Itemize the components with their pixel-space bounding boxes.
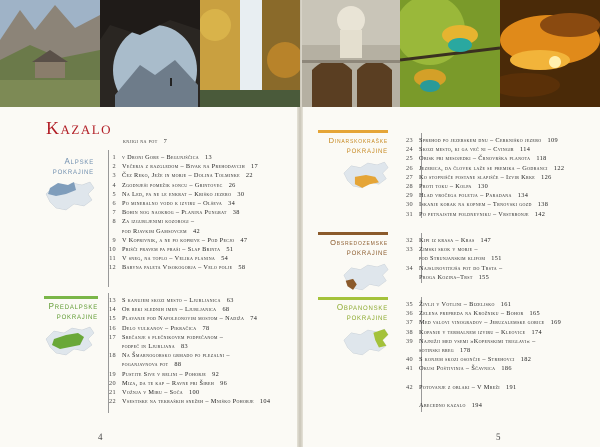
photo-strip [0,0,600,107]
entry-page: 68 [222,306,230,314]
entry-text: v Droni Gore – Begunjščica [122,154,199,161]
entry-page: 22 [245,172,253,180]
entry-text: V sneg, na toplo – Velika planina [122,255,216,263]
page-number-left: 4 [98,432,103,442]
entry-page: 118 [536,155,547,163]
entry-text: Na Led, pa ne le enkrat – Kriško jezero [122,190,232,198]
entry-text: Skozi mesto, ki ga več ni – Cvingir [419,146,514,154]
region-label-prealpine [44,302,98,322]
entry-text: sotinski breg [419,346,455,354]
entry-number: 23 [406,137,413,144]
entry-text: Srečanje s plečnikovem podpečanom – [122,333,224,341]
entry-text: Zgodnješi pomežik soncu – Grintovec [122,181,223,189]
entry-text-line [122,305,229,314]
entry-text: Po petnajstem poldnevniku – Vrstrbonje [419,210,529,218]
entry-number: 18 [109,352,116,360]
entry-text: Kopanje v termalnem izviru – Kleovice [419,328,526,336]
region-name: Alpske [64,157,94,166]
entry-page: 147 [480,237,492,244]
entry-number: 28 [406,182,413,190]
entry-page: 47 [240,236,248,244]
entry-page: 54 [221,255,229,263]
entry-text: pod Rjavkim Gamsovcem [122,227,187,235]
entry-text: Hlad vročega poletja – Paradana [419,192,512,200]
page-number-right: 5 [496,432,501,442]
entry-number: 29 [406,192,413,200]
entry-page: 155 [478,273,490,281]
entry-text-line [419,273,489,282]
entry-text-line [419,401,482,410]
entry-text: pod Strunjanskim klifom [419,255,486,263]
photo-waterfall [200,0,300,107]
region-name: Obpanonske [336,303,388,312]
entry-number: 37 [406,319,413,327]
slovenia-map-dinaric-icon [342,160,390,195]
entry-number: 32 [406,237,413,244]
entry-number: 24 [406,146,413,154]
entry-page: 58 [238,264,246,272]
entry-text: knjigi na pot [123,138,158,145]
entry-text: Obisk pri mesojedki – Črnovrška planota [419,155,531,163]
entry-text-line [419,254,502,263]
entry-text-line [419,364,512,373]
entry-text: Abecedno kazalo [419,402,466,410]
entry-page: 134 [517,192,529,200]
entry-text: Na Šmarnogorsko grmado po plezalni – [122,352,230,360]
entry-number: 36 [406,310,413,318]
entry-number: 22 [109,398,116,406]
entry-text-line [419,328,542,337]
entry-text: Najnižji med vsemi »Kopenskimi triglavi« – [419,337,536,345]
entry-text-line [122,370,219,379]
entry-page: 109 [547,137,558,144]
region-name: Obsredozemske [330,238,388,247]
entry-number: 5 [112,190,116,198]
entry-text-line [419,264,508,273]
entry-text-line [419,346,471,355]
entry-text: Med valovi vinogradov – Jeruzalemske gorice [419,319,545,327]
entry-number: 15 [109,315,116,323]
entry-text-line [419,210,545,219]
entry-number: 13 [109,297,116,304]
entry-page: 165 [529,310,541,318]
region-rule-prealpine [44,296,98,299]
entry-number: 34 [406,264,413,272]
entry-number: 41 [406,365,413,373]
entry-number: 8 [112,218,116,226]
photo-sunset-clouds [500,0,600,107]
entry-text: V Koprivnik, a ne po koprive – Pod Pecjo [122,236,235,244]
entry-number: 38 [406,328,413,336]
entry-text: Zelena prepreda na Krožniku – Bohor [419,310,524,318]
entry-page: 114 [519,146,531,154]
region-name: Predalpske [48,302,98,311]
entry-page: 13 [204,154,212,161]
region-subtitle: pokrajine [346,248,388,257]
entry-text-line [122,379,227,388]
entry-text-line [122,236,247,245]
entry-text: Sprehod po jezerskem dnu – Cerkniško jezero [419,137,542,144]
entry-number: 30 [406,201,413,209]
entry-number: 12 [109,264,116,272]
entry-number: 26 [406,164,413,172]
entry-text-line [122,181,236,190]
entry-text-line [122,296,234,305]
entry-text: Iskanje korak na kopnem – Trnovski gozd [419,201,532,209]
entry-number: 9 [112,236,116,244]
entry-text-line [122,153,212,162]
entry-text-line [419,191,528,200]
entry-page: 142 [534,210,546,218]
entry-text: Življi v Votlini – Bizeljsko [419,301,495,308]
entry-page: 78 [202,324,210,332]
entry-text: Okusi Poštivinja – Ščavnica [419,365,496,373]
entry-text-line [419,136,558,145]
entry-text-line [419,154,547,163]
entry-page: 126 [541,173,552,181]
region-label-dinaric [318,136,388,156]
entry-page: 38 [232,209,240,217]
slovenia-map-submed-icon [342,262,390,297]
entry-text-line [419,392,425,401]
entry-page: 151 [491,255,502,263]
entry-text-line [122,227,200,236]
entry-text-line [419,245,484,254]
entry-text-line [419,236,491,245]
entry-number: 42 [406,383,413,391]
toc-title: Kazalo [46,118,113,138]
entry-page: 138 [537,201,549,209]
slovenia-map-pannonian-icon [342,327,390,362]
entry-page: 100 [188,388,200,396]
entry-text-line [122,360,181,369]
slovenia-map-alpine-icon [44,180,96,217]
entry-text: Prišči pravem pa praši – Slap Brinta [122,245,221,253]
entry-text-line [122,351,236,360]
entry-text-line [122,333,229,342]
region-rule-dinaric [318,130,388,133]
entry-text-line [122,199,235,208]
region-name: Dinarskokraške [328,136,388,145]
entry-text: Večerja z razgledom – Bivak na Prehodavcih [122,163,245,171]
entry-page: 161 [500,301,512,308]
entry-text-line [122,162,258,171]
entry-number: 1 [112,154,116,161]
entry-text-line [419,182,488,191]
region-subtitle: pokrajine [56,312,98,321]
entry-number: 2 [112,163,116,171]
entry-text-line [122,397,270,406]
entry-number: 40 [406,356,413,364]
slovenia-map-prealpine-icon [44,325,96,362]
entry-page: 194 [471,402,483,410]
region-label-pannonian [318,303,388,323]
entry-text-line [122,217,200,226]
entry-text: Proti toku – Kolpa [419,182,472,190]
entry-page: 169 [550,319,562,327]
entry-text-line [419,200,548,209]
entry-text: podpeč in Ljubljana [122,342,175,350]
entry-number: 11 [109,255,116,263]
entry-text: S konjem skozi osončje – Strehovci [419,356,515,364]
entry-text: Vsestiske na tekraških snežeh – Mniško Pohorje [122,398,254,406]
entry-number: 35 [406,301,413,308]
entry-page: 63 [226,297,234,304]
entry-text-line [419,383,516,392]
entry-text: Pustite Sive v belini – Pohorje [122,370,207,378]
entry-text: Jezerica, da človek laže se premika – Godbanci [419,164,548,172]
photo-cave-arch [100,0,200,107]
entry-text-line [122,245,233,254]
entry-text-line [419,173,552,182]
region-label-alpine [44,157,94,177]
entry-page: 17 [250,163,258,171]
entry-number: 16 [109,324,116,332]
entry-number: 14 [109,306,116,314]
entry-number: 4 [112,181,116,189]
entry-text: Delo vulkanov – Pikračica [122,324,197,332]
entry-page: 182 [520,356,532,364]
entry-page: 83 [180,342,188,350]
entry-number: 7 [112,209,116,217]
photo-mountain-hut [0,0,100,107]
entry-page: 34 [228,199,236,207]
entry-text: Barvna paleta Visokogorja – Velo polje [122,264,233,272]
region-subtitle: pokrajine [52,167,94,176]
entry-text-line [122,254,228,263]
entry-text: S kanujem skozi mesto – Ljubljanica [122,297,221,304]
entry-page: 96 [220,379,228,387]
entry-text: Vožnja v Miru – Soča [122,388,183,396]
entry-page: 51 [226,245,234,253]
entry-number: 31 [406,210,413,218]
entry-page: 178 [460,346,471,354]
entry-text: Čez Reko, Ježe in morje – Dolina Tolminke [122,172,240,180]
entry-number: 3 [112,172,116,180]
entry-page: 104 [259,398,271,406]
entry-text-line [419,355,531,364]
entry-text: Potovanje z oblaki – V Mreži [419,383,500,391]
region-rule-pannonian [318,297,388,300]
photo-bee-eaters [400,0,500,107]
entry-text-line [122,342,188,351]
entry-text: Ko stopnišče postane slapišče – Izvir Krke [419,173,536,181]
region-subtitle: pokrajine [346,313,388,322]
entry-page: 30 [237,190,245,198]
entry-text-line [419,337,542,346]
entry-text-line [122,190,244,199]
entry-text-line [419,318,561,327]
region-subtitle: pokrajine [346,146,388,155]
entry-number: 19 [109,370,116,378]
region-label-submed [318,238,388,258]
region-rule-submed [318,232,388,235]
entry-text-line [122,388,199,397]
entry-number: 6 [112,199,116,207]
entry-text-line [419,164,564,173]
entry-text-line [122,324,209,333]
entry-text: Bohin nog naokrog – Planina Pungrat [122,209,227,217]
entry-number: 17 [109,333,116,341]
entry-text-line [419,309,540,318]
entry-text: Po mineralno vodo k izviru – Olševa [122,199,223,207]
entry-number: 27 [406,173,413,181]
entry-page: 130 [477,182,489,190]
entry-page: 74 [250,315,258,323]
entry-number: 33 [406,246,413,254]
entry-text-line [122,208,240,217]
entry-text-line [419,145,530,154]
entry-number: 21 [109,388,116,396]
entry-page: 7 [163,138,168,145]
entry-number: 39 [406,337,413,345]
entry-text-line [122,171,253,180]
entry-page: 122 [553,164,565,172]
entry-number: 25 [406,155,413,163]
entry-page: 26 [228,181,236,189]
entry-text: Proga Kozina–Trst [419,273,473,281]
entry-text: poganjavnova pot [122,361,169,369]
entry-text: Za izgubljenimi kozorogi – [122,218,195,226]
entry-text: Najslinovitejša pot do Trsta – [419,264,503,272]
entry-page: 191 [505,383,517,391]
entry-text: Kipi iz krasa – Kras [419,237,475,244]
entry-text-line [419,300,511,309]
toc-entry-intro[interactable] [123,138,167,145]
entry-page: 186 [501,365,512,373]
entry-page: 174 [531,328,542,336]
entry-text: Miza, da te kap – Ravne pri Šibeh [122,379,215,387]
entry-page: 92 [212,370,220,378]
entry-text: Ob reki slednih imen – Ljubljanica [122,306,217,314]
entry-number: 20 [109,379,116,387]
entry-number: 10 [109,245,116,253]
entry-text: Zimski skok v morje – [419,246,478,254]
entry-page: 42 [192,227,200,235]
photo-building-facade [302,0,400,107]
entry-page: 88 [174,361,182,369]
entry-text: Plavanje pod Napoleonovim mostom – Nadiža [122,315,245,323]
entry-text-line [419,374,425,383]
entry-text-line [122,263,245,272]
entry-text-line [122,314,257,323]
